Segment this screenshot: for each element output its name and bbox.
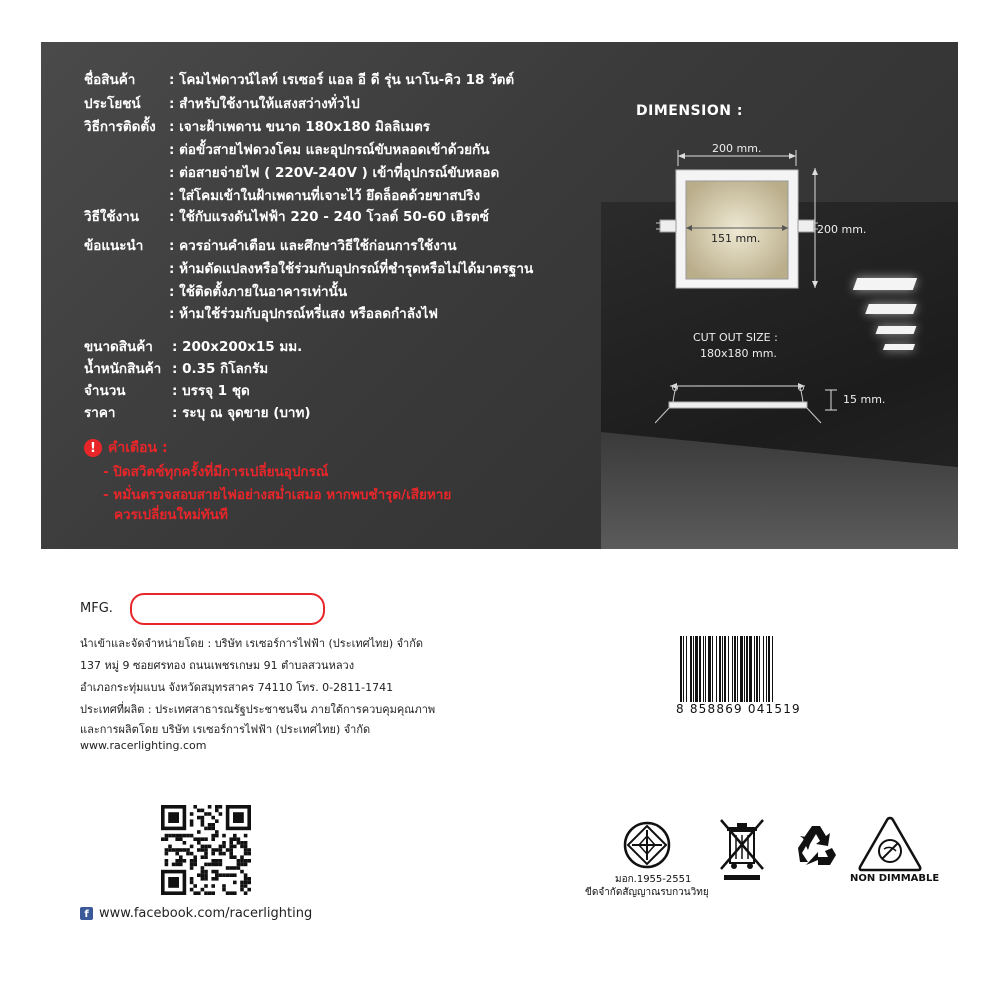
spec-price-value: : ระบุ ณ จุดขาย (บาท) <box>172 405 311 421</box>
mfg-label: MFG. <box>80 601 113 616</box>
spec-advice-item: : ห้ามดัดแปลงหรือใช้ร่วมกับอุปกรณ์ที่ชำรุดหรือไม่ได้มาตรฐาน <box>169 261 534 277</box>
spec-price-row <box>84 403 311 423</box>
importer-line: และการผลิตโดย บริษัท เรเซอร์การไฟฟ้า (ประเทศไทย) จำกัด <box>80 723 371 736</box>
facebook-icon: f <box>80 907 93 920</box>
ceiling-light <box>883 344 915 350</box>
spec-install-step: : ต่อสายจ่ายไฟ ( 220V-240V ) เข้าที่อุปกรณ์ขับหลอด <box>169 165 500 181</box>
ceiling-light <box>876 326 917 334</box>
non-dimmable-label: NON DIMMABLE <box>850 873 940 884</box>
warning-item: - ปิดสวิตช์ทุกครั้งที่มีการเปลี่ยนอุปกรณ์ <box>103 464 329 480</box>
warning-item: - หมั่นตรวจสอบสายไฟอย่างสม่ำเสมอ หากพบชำรุด/เสียหาย <box>103 487 452 503</box>
warning-title-text: คำเตือน : <box>108 440 168 456</box>
spec-install-label: วิธีการติดตั้ง <box>84 119 156 135</box>
warning-icon: ! <box>84 439 102 457</box>
qr-code[interactable] <box>161 805 251 895</box>
ceiling-light <box>853 278 917 290</box>
spec-qty-row <box>84 381 250 401</box>
spec-benefit-label: ประโยชน์ <box>84 96 141 112</box>
spec-name-label: ชื่อสินค้า <box>84 72 136 88</box>
importer-line: อำเภอกระทุ่มแบน จังหวัดสมุทรสาคร 74110 โทร. 0-2811-1741 <box>80 681 394 694</box>
barcode <box>678 636 806 704</box>
cutout-value: 180x180 mm. <box>700 347 777 360</box>
importer-line: 137 หมู่ 9 ซอยศรทอง ถนนเพชรเกษม 91 ตำบลสวนหลวง <box>80 659 355 672</box>
spec-qty-label: จำนวน <box>84 383 126 399</box>
weee-bin-icon <box>718 817 766 883</box>
dimension-diagram <box>655 138 855 428</box>
importer-line: ประเทศที่ผลิต : ประเทศสาธารณรัฐประชาชนจีน ภายใต้การควบคุมคุณภาพ <box>80 703 436 716</box>
spec-advice-item: : ห้ามใช้ร่วมกับอุปกรณ์หรี่แสง หรือลดกำลังไฟ <box>169 306 438 322</box>
spec-size-row <box>84 337 302 357</box>
spec-size-label: ขนาดสินค้า <box>84 339 153 355</box>
warning-item: ควรเปลี่ยนใหม่ทันที <box>114 507 228 523</box>
dimension-inner: 151 mm. <box>711 232 761 245</box>
spec-advice-label: ข้อแนะนำ <box>84 238 144 254</box>
spec-usage-label: วิธีใช้งาน <box>84 209 139 225</box>
warning-title <box>84 437 168 459</box>
dimension-height: 200 mm. <box>817 223 867 236</box>
importer-line: นำเข้าและจัดจำหน่ายโดย : บริษัท เรเซอร์การไฟฟ้า (ประเทศไทย) จำกัด <box>80 637 424 650</box>
recycle-icon <box>792 822 840 868</box>
spec-install-step: : เจาะฝ้าเพดาน ขนาด 180x180 มิลลิเมตร <box>169 119 430 135</box>
spec-benefit-value: : สำหรับใช้งานให้แสงสว่างทั่วไป <box>169 96 360 112</box>
website-link[interactable]: www.racerlighting.com <box>80 739 207 752</box>
spec-qty-value: : บรรจุ 1 ชุด <box>172 383 250 399</box>
non-dimmable-icon <box>856 815 924 873</box>
tis-description: ขีดจำกัดสัญญาณรบกวนวิทยุ <box>585 887 709 898</box>
spec-size-value: : 200x200x15 มม. <box>172 339 303 355</box>
dimension-depth: 15 mm. <box>843 393 886 406</box>
facebook-link[interactable] <box>80 906 312 921</box>
spec-advice-item: : ใช้ติดตั้งภายในอาคารเท่านั้น <box>169 284 348 300</box>
spec-usage-value: : ใช้กับแรงดันไฟฟ้า 220 - 240 โวลต์ 50-60 เฮิรตซ์ <box>169 209 489 225</box>
barcode-number: 8 858869 041519 <box>676 702 801 716</box>
tis-mark-icon <box>622 820 672 870</box>
spec-name-row <box>84 70 514 90</box>
mfg-field <box>130 593 325 625</box>
cutout-title: CUT OUT SIZE : <box>693 331 778 344</box>
facebook-url: www.facebook.com/racerlighting <box>99 906 313 921</box>
spec-usage-row <box>84 207 489 227</box>
tis-number: มอก.1955-2551 <box>615 874 692 885</box>
spec-price-label: ราคา <box>84 405 116 421</box>
spec-name-value: : โคมไฟดาวน์ไลท์ เรเซอร์ แอล อี ดี รุ่น นาโน-คิว 18 วัตต์ <box>169 72 515 88</box>
spec-benefit-row <box>84 94 360 114</box>
dimension-width: 200 mm. <box>712 142 762 155</box>
spec-install-step: : ใส่โคมเข้าในฝ้าเพดานที่เจาะไว้ ยึดล็อคด้วยขาสปริง <box>169 188 481 204</box>
dimension-title: DIMENSION : <box>636 103 743 119</box>
spec-install-step: : ต่อขั้วสายไฟดวงโคม และอุปกรณ์ขับหลอดเข้าด้วยกัน <box>169 142 490 158</box>
spec-advice-item: : ควรอ่านคำเตือน และศึกษาวิธีใช้ก่อนการใช้งาน <box>169 238 457 254</box>
spec-weight-value: : 0.35 กิโลกรัม <box>172 361 269 377</box>
spec-weight-row <box>84 359 268 379</box>
spec-weight-label: น้ำหนักสินค้า <box>84 361 162 377</box>
ceiling-light <box>865 304 917 314</box>
